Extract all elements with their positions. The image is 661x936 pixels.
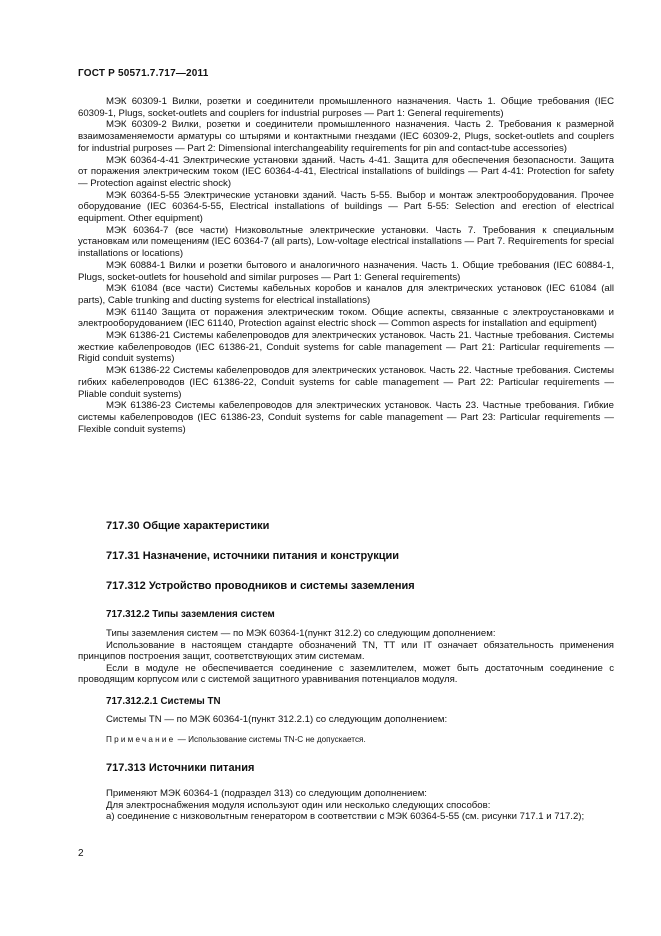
section-717-313-body bbox=[78, 788, 614, 823]
section-717-312-2-body bbox=[78, 628, 614, 686]
reference-item: МЭК 60309-1 Вилки, розетки и соединители промышленного назначения. Часть 1. Общие требования (IEC 60309-1, Plugs, socket-outlets and couplers for industrial purposes — Part 1: General requirements) bbox=[78, 96, 614, 119]
section-heading-717-31: 717.31 Назначение, источники питания и конструкции bbox=[106, 550, 399, 562]
section-heading-717-30: 717.30 Общие характеристики bbox=[106, 520, 270, 532]
reference-item: МЭК 60309-2 Вилки, розетки и соединители промышленного назначения. Часть 2. Требования к размерной взаимозаменяемости арматуры со штырями и контактными гнездами (IEC 60309-2, Plugs, socket-outlets and couplers for industrial purposes — Part 2: Dimensional interchangeability requirements for pin and contact-tube accessories) bbox=[78, 119, 614, 154]
note-label: Примечание bbox=[106, 735, 176, 744]
note bbox=[106, 735, 366, 744]
paragraph: Системы TN — по МЭК 60364-1(пункт 312.2.1) со следующим дополнением: bbox=[106, 714, 448, 725]
reference-item: МЭК 60364-5-55 Электрические установки зданий. Часть 5-55. Выбор и монтаж электрооборудования. Прочее оборудование (IEC 60364-5-55, Electrical installations of buildings — Part 5-55: Selection and erection of electrical equipment. Other equipment) bbox=[78, 189, 614, 225]
page-number: 2 bbox=[78, 848, 84, 859]
page-header: ГОСТ Р 50571.7.717—2011 bbox=[78, 68, 209, 79]
reference-item: МЭК 61386-21 Системы кабелепроводов для электрических установок. Часть 21. Частные требования. Системы жесткие кабелепроводов (IEC 61386-21, Conduit systems for cable management — Part 21: Particular requirements — Rigid conduit systems) bbox=[78, 330, 614, 365]
paragraph: Для электроснабжения модуля используют один или несколько следующих способов: bbox=[106, 799, 491, 811]
reference-item: МЭК 60364-7 (все части) Низковольтные электрические установки. Часть 7. Требования к специальным установкам или помещениям (IEC 60364-7 (all parts), Low-voltage electrical installations — Part 7. Requirements for special installations or locations) bbox=[78, 224, 614, 260]
paragraph: Применяют МЭК 60364-1 (подраздел 313) со следующим дополнением: bbox=[106, 788, 427, 799]
reference-item: МЭК 61140 Защита от поражения электрическим током. Общие аспекты, связанные с электроустановками и электрооборудованием (IEC 61140, Protection against electric shock — Common aspects for installation and equipment) bbox=[78, 306, 614, 330]
subsection-heading-717-312-2-1: 717.312.2.1 Системы TN bbox=[106, 696, 221, 707]
section-717-312-2-1-body bbox=[78, 714, 614, 726]
normative-references bbox=[78, 96, 614, 435]
reference-item: МЭК 61084 (все части) Системы кабельных коробов и каналов для электрических установок (IEC 61084 (all parts), Cable trunking and ducting systems for electrical installations) bbox=[78, 283, 614, 306]
reference-item: МЭК 61386-22 Системы кабелепроводов для электрических установок. Часть 22. Частные требования. Системы гибких кабелепроводов (IEC 61386-22, Conduit systems for cable management — Part 22: Particular requirements — Pliable conduit systems) bbox=[78, 365, 614, 400]
paragraph: а) соединение с низковольтным генератором в соответствии с МЭК 60364-5-55 (см. рисунки 717.1 и 717.2); bbox=[106, 811, 585, 823]
section-heading-717-312: 717.312 Устройство проводников и системы заземления bbox=[106, 580, 415, 592]
reference-item: МЭК 60364-4-41 Электрические установки зданий. Часть 4-41. Защита для обеспечения безопасности. Защита от поражения электрическим током (IEC 60364-4-41, Electrical installations of buildings — Part 4-41: Protection for safety — Protection against electric shock) bbox=[78, 154, 614, 189]
reference-item: МЭК 60884-1 Вилки и розетки бытового и аналогичного назначения. Часть 1. Общие требования (IEC 60884-1, Plugs, socket-outlets for household and similar purposes — Part 1: General requirements) bbox=[78, 259, 614, 283]
reference-item: МЭК 61386-23 Системы кабелепроводов для электрических установок. Часть 23. Частные требования. Гибкие системы кабелепроводов (IEC 61386-23, Conduit systems for cable management — Part 23: Particular requirements — Flexible conduit systems) bbox=[78, 400, 614, 435]
section-heading-717-313: 717.313 Источники питания bbox=[106, 762, 255, 774]
note-text: — Использование системы TN-C не допускается. bbox=[175, 735, 366, 744]
paragraph: Использование в настоящем стандарте обозначений TN, TT или IT означает обязательность применения принципов построения защит, соответствующих этим системам. bbox=[78, 639, 614, 663]
paragraph: Типы заземления систем — по МЭК 60364-1(пункт 312.2) со следующим дополнением: bbox=[106, 628, 496, 639]
paragraph: Если в модуле не обеспечивается соединение с заземлителем, может быть достаточным соединение с проводящим корпусом или с системой защитного уравнивания потенциалов модуля. bbox=[78, 662, 614, 686]
subsection-heading-717-312-2: 717.312.2 Типы заземления систем bbox=[106, 609, 275, 620]
